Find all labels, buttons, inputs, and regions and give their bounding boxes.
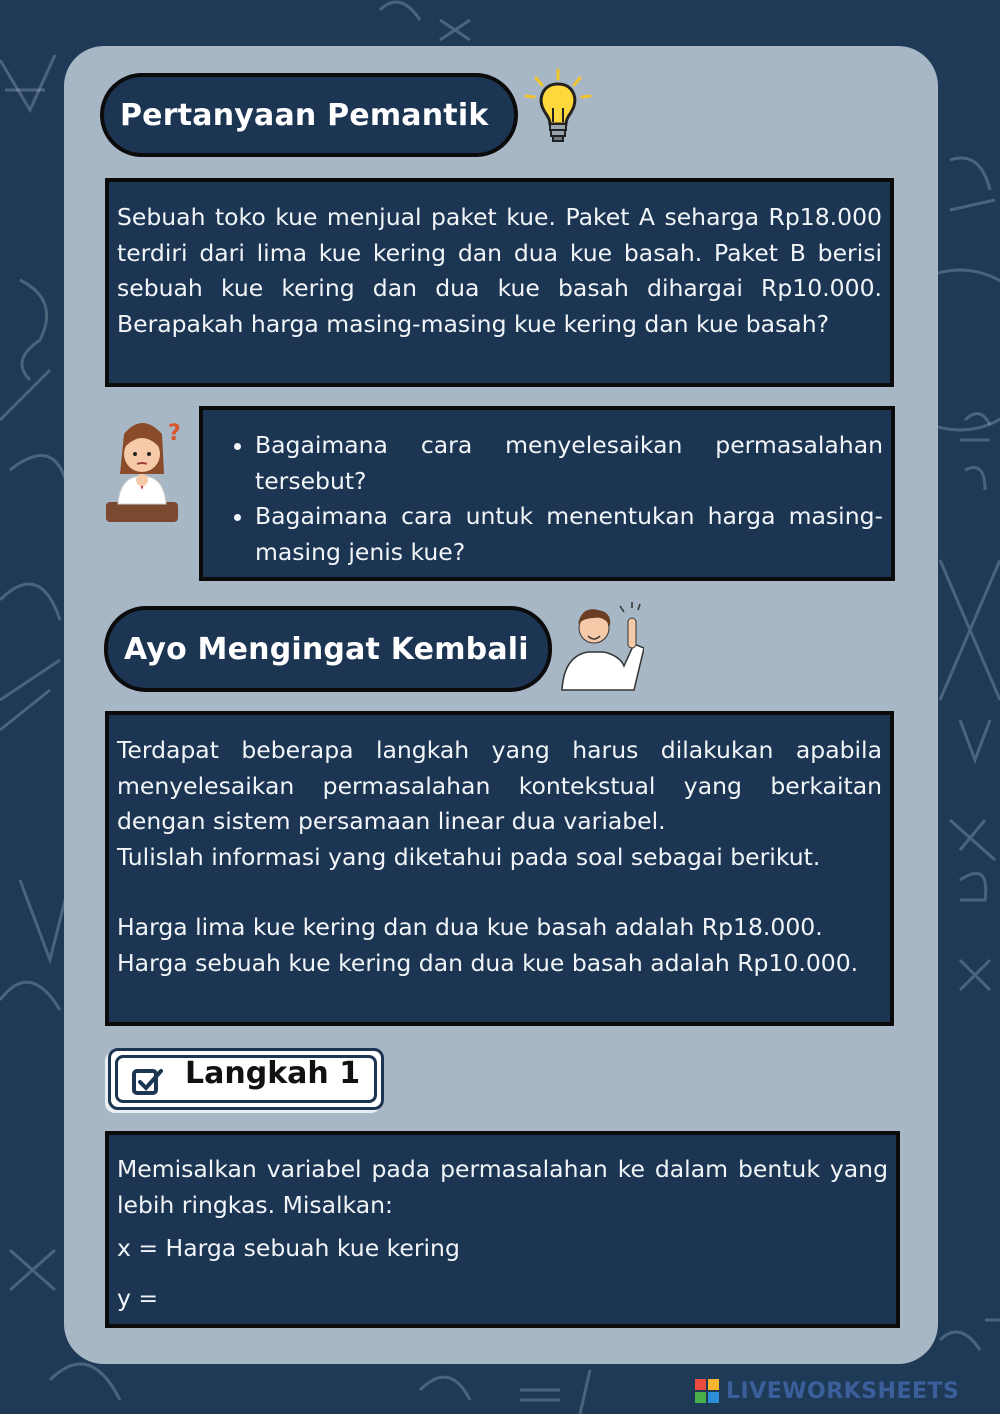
- question-list: [221, 428, 883, 570]
- section-header-ayo-mengingat-kembali: [104, 606, 552, 692]
- problem-statement-box: [105, 178, 894, 387]
- guiding-questions-box: [199, 406, 895, 581]
- step-1-box: [105, 1131, 900, 1328]
- variable-x-definition: x = Harga sebuah kue kering: [117, 1234, 460, 1262]
- section-header-pertanyaan-pemantik: [100, 73, 518, 157]
- problem-statement-text: Sebuah toko kue menjual paket kue. Paket A seharga Rp18.000 terdiri dari lima kue kering dan dua kue basah. Paket B berisi sebuah kue kering dan dua kue basah dihargai Rp10.000. Berapakah harga masing-masing kue kering dan kue basah?: [117, 203, 882, 338]
- variable-y-definition: y =: [117, 1283, 159, 1312]
- section-title: Ayo Mengingat Kembali: [124, 631, 529, 667]
- step-1-instruction: Memisalkan variabel pada permasalahan ke dalam bentuk yang lebih ringkas. Misalkan:: [117, 1155, 888, 1219]
- question-item: • Bagaimana cara untuk menentukan harga masing-masing jenis kue?: [255, 499, 883, 570]
- checkbox-icon: [131, 1065, 163, 1097]
- pointing-man-icon: [554, 600, 644, 692]
- thinking-girl-icon: [102, 414, 188, 524]
- liveworksheets-logo-icon: [694, 1378, 720, 1404]
- known-info-2: Harga sebuah kue kering dan dua kue basah adalah Rp10.000.: [117, 948, 859, 977]
- recall-instruction: Tulislah informasi yang diketahui pada soal sebagai berikut.: [117, 842, 821, 871]
- svg-text:?: ?: [168, 421, 181, 446]
- section-title: Pertanyaan Pemantik: [120, 97, 489, 133]
- step-title: Langkah 1: [185, 1056, 361, 1091]
- recall-box: [105, 711, 894, 1026]
- step-1-label: [108, 1048, 384, 1110]
- liveworksheets-watermark[interactable]: [694, 1378, 959, 1404]
- question-item: • Bagaimana cara menyelesaikan permasalahan tersebut?: [255, 428, 883, 499]
- lightbulb-icon: [522, 66, 594, 148]
- known-info-1: Harga lima kue kering dan dua kue basah adalah Rp18.000.: [117, 913, 823, 941]
- watermark-text: LIVEWORKSHEETS: [726, 1378, 960, 1404]
- recall-paragraph: Terdapat beberapa langkah yang harus dilakukan apabila menyelesaikan permasalahan kontekstual yang berkaitan dengan sistem persamaan linear dua variabel.: [117, 736, 882, 835]
